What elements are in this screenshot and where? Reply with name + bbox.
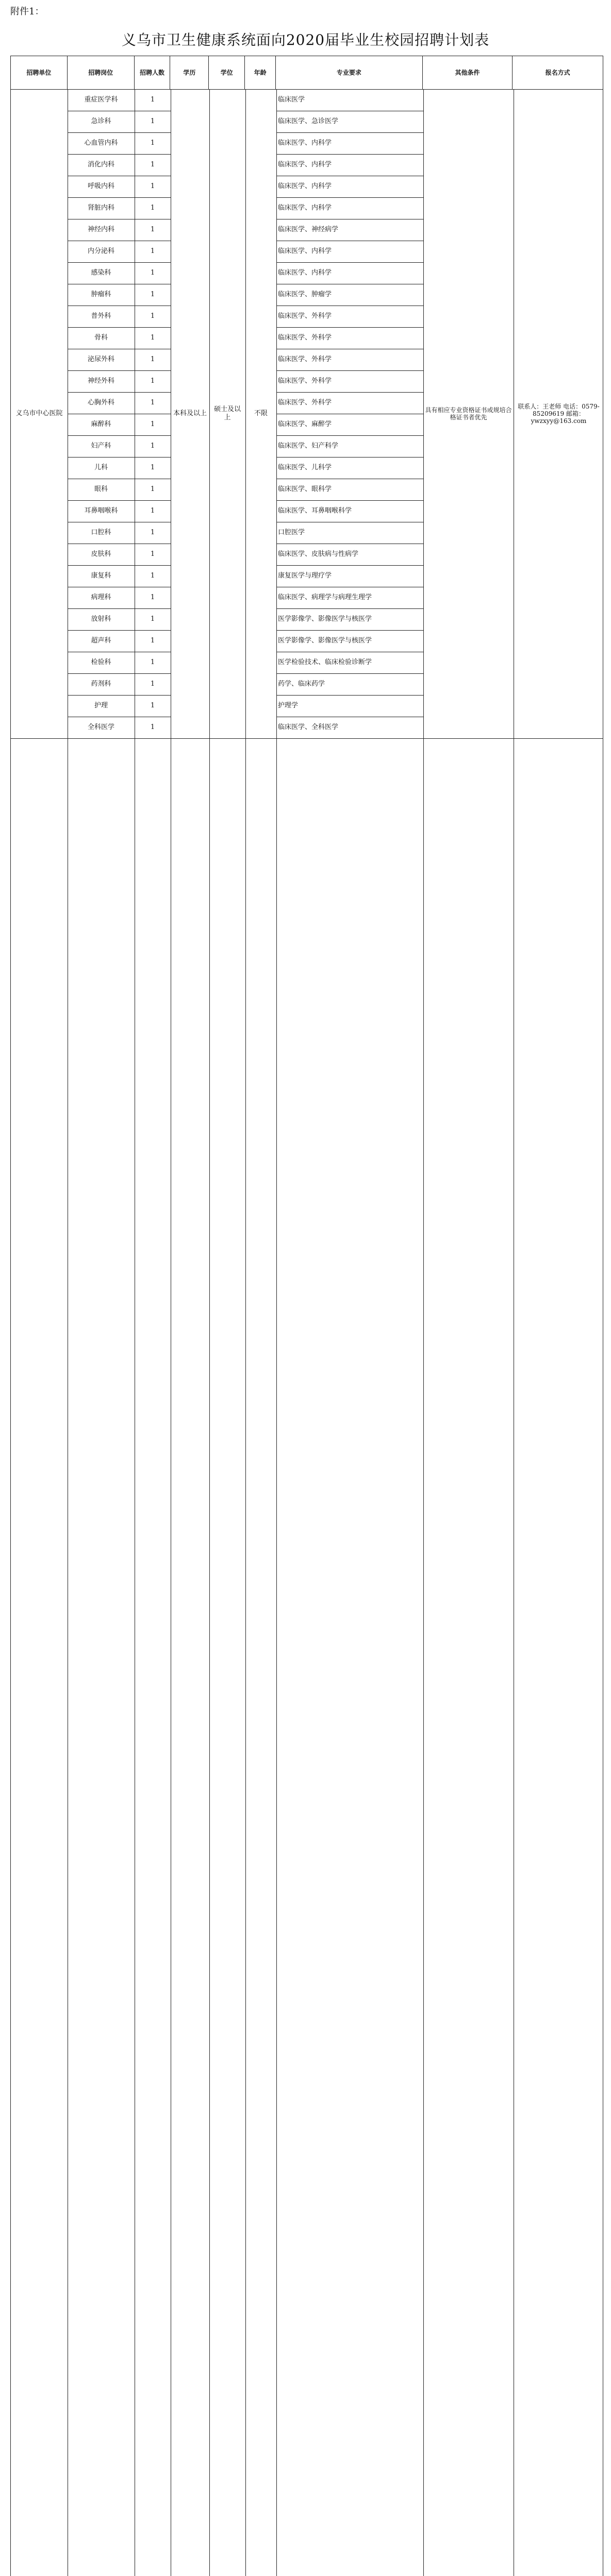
count-cell: 1 (150, 507, 155, 515)
row-divider (68, 392, 171, 393)
unit-cell: 义乌市中心医院 (15, 410, 63, 417)
position-cell: 肿瘤科 (91, 291, 111, 298)
position-cell: 消化内科 (87, 161, 114, 168)
header-count: 招聘人数 (135, 56, 171, 89)
row-divider (68, 630, 171, 631)
count-cell: 1 (150, 615, 155, 623)
header-degree: 学历 (170, 56, 209, 89)
row-divider (68, 565, 171, 566)
position-cell: 普外科 (91, 312, 111, 320)
position-cell: 神经内科 (87, 226, 114, 233)
row-divider (276, 197, 423, 198)
position-cell: 超声科 (91, 637, 111, 645)
position-cell: 泌尿外科 (87, 355, 114, 363)
count-cell: 1 (150, 269, 155, 277)
position-cell: 皮肤科 (91, 550, 111, 558)
position-cell: 耳鼻咽喉科 (84, 507, 118, 515)
row-divider (276, 262, 423, 263)
page-title: 义乌市卫生健康系统面向2020届毕业生校园招聘计划表 (121, 31, 490, 48)
position-cell: 放射科 (91, 615, 111, 623)
attachment-label: 附件1： (10, 6, 44, 17)
position-cell: 病理科 (91, 594, 111, 601)
major-cell: 临床医学、肿瘤学 (278, 291, 332, 298)
header-major: 专业要求 (276, 56, 423, 89)
count-cell: 1 (150, 182, 155, 190)
row-divider (68, 197, 171, 198)
major-cell: 临床医学、内科学 (278, 182, 332, 190)
header-other: 其他条件 (423, 56, 513, 89)
row-divider (68, 695, 171, 696)
row-divider (276, 500, 423, 501)
major-cell: 临床医学、外科学 (278, 334, 332, 342)
count-cell: 1 (150, 96, 155, 104)
count-cell: 1 (150, 464, 155, 471)
row-divider (68, 154, 171, 155)
position-cell: 儿科 (94, 464, 108, 471)
count-cell: 1 (150, 658, 155, 666)
position-cell: 麻醉科 (91, 420, 111, 428)
position-cell: 药剂科 (91, 680, 111, 688)
major-cell: 临床医学、神经病学 (278, 226, 339, 233)
position-cell: 骨科 (94, 334, 108, 342)
count-cell: 1 (150, 680, 155, 688)
count-cell: 1 (150, 117, 155, 125)
position-cell: 口腔科 (91, 529, 111, 536)
major-cell: 临床医学、全科医学 (278, 723, 339, 731)
row-divider (68, 673, 171, 674)
row-divider (68, 500, 171, 501)
header-position: 招聘岗位 (68, 56, 135, 89)
row-divider (68, 262, 171, 263)
row-divider (68, 132, 171, 133)
major-cell: 临床医学、麻醉学 (278, 420, 332, 428)
major-cell: 医学检验技术、临床检验诊断学 (278, 658, 372, 666)
major-cell: 医学影像学、影像医学与核医学 (278, 615, 372, 623)
major-cell: 临床医学、急诊医学 (278, 117, 339, 125)
count-cell: 1 (150, 312, 155, 320)
row-divider (276, 154, 423, 155)
row-divider (276, 435, 423, 436)
major-cell: 临床医学、外科学 (278, 355, 332, 363)
row-divider (276, 695, 423, 696)
contact-cell: 联系人：王老师 电话：0579-85209619 邮箱：ywzxyy@163.com (518, 403, 600, 425)
row-divider (68, 435, 171, 436)
major-cell: 临床医学、内科学 (278, 247, 332, 255)
count-cell: 1 (150, 291, 155, 298)
major-cell: 临床医学、眼科学 (278, 485, 332, 493)
row-divider (276, 673, 423, 674)
major-cell: 临床医学、病理学与病理生理学 (278, 594, 372, 601)
count-cell: 1 (150, 702, 155, 709)
other-cell: 具有相应专业资格证书或规培合格证书者优先 (425, 406, 512, 421)
header-grad: 学位 (209, 56, 245, 89)
major-cell: 临床医学 (278, 96, 305, 104)
position-cell: 神经外科 (87, 377, 114, 385)
position-cell: 康复科 (91, 572, 111, 580)
major-cell: 临床医学、外科学 (278, 377, 332, 385)
recruitment-table (10, 56, 603, 2576)
count-cell: 1 (150, 485, 155, 493)
major-cell: 临床医学、妇产科学 (278, 442, 339, 450)
count-cell: 1 (150, 204, 155, 212)
major-cell: 临床医学、内科学 (278, 269, 332, 277)
major-cell: 临床医学、皮肤病与性病学 (278, 550, 359, 558)
position-cell: 内分泌科 (87, 247, 114, 255)
degree-cell: 本科及以上 (173, 410, 207, 417)
count-cell: 1 (150, 226, 155, 233)
count-cell: 1 (150, 550, 155, 558)
position-cell: 护理 (94, 702, 108, 709)
age-cell: 不限 (254, 410, 268, 417)
major-cell: 临床医学、内科学 (278, 204, 332, 212)
count-cell: 1 (150, 139, 155, 147)
count-cell: 1 (150, 334, 155, 342)
count-cell: 1 (150, 572, 155, 580)
major-cell: 护理学 (278, 702, 299, 709)
table-header (11, 56, 603, 90)
header-unit: 招聘单位 (11, 56, 68, 89)
row-divider (276, 327, 423, 328)
position-cell: 肾脏内科 (87, 204, 114, 212)
major-cell: 康复医学与理疗学 (278, 572, 332, 580)
row-divider (68, 370, 171, 371)
count-cell: 1 (150, 420, 155, 428)
position-cell: 检验科 (91, 658, 111, 666)
count-cell: 1 (150, 594, 155, 601)
position-cell: 重症医学科 (84, 96, 118, 104)
row-divider (276, 608, 423, 609)
row-divider (68, 608, 171, 609)
row-divider (68, 327, 171, 328)
position-cell: 妇产科 (91, 442, 111, 450)
count-cell: 1 (150, 723, 155, 731)
row-divider (11, 738, 603, 739)
count-cell: 1 (150, 399, 155, 406)
count-cell: 1 (150, 247, 155, 255)
major-cell: 临床医学、儿科学 (278, 464, 332, 471)
position-cell: 感染科 (91, 269, 111, 277)
grad-cell: 硕士及以上 (213, 405, 241, 421)
count-cell: 1 (150, 161, 155, 168)
count-cell: 1 (150, 442, 155, 450)
major-cell: 临床医学、外科学 (278, 399, 332, 406)
position-cell: 全科医学 (87, 723, 114, 731)
major-cell: 临床医学、外科学 (278, 312, 332, 320)
major-cell: 口腔医学 (278, 529, 305, 536)
row-divider (276, 392, 423, 393)
major-cell: 临床医学、内科学 (278, 139, 332, 147)
position-cell: 心胸外科 (87, 399, 114, 406)
row-divider (276, 565, 423, 566)
position-cell: 急诊科 (91, 117, 111, 125)
header-age: 年龄 (245, 56, 276, 89)
row-divider (276, 630, 423, 631)
position-cell: 呼吸内科 (87, 182, 114, 190)
header-contact: 报名方式 (545, 69, 570, 76)
table-body (11, 89, 603, 2576)
count-cell: 1 (150, 637, 155, 645)
position-cell: 心血管内科 (84, 139, 118, 147)
count-cell: 1 (150, 529, 155, 536)
major-cell: 临床医学、耳鼻咽喉科学 (278, 507, 352, 515)
major-cell: 医学影像学、影像医学与核医学 (278, 637, 372, 645)
count-cell: 1 (150, 355, 155, 363)
count-cell: 1 (150, 377, 155, 385)
position-cell: 眼科 (94, 485, 108, 493)
row-divider (276, 370, 423, 371)
major-cell: 药学、临床药学 (278, 680, 325, 688)
major-cell: 临床医学、内科学 (278, 161, 332, 168)
row-divider (276, 132, 423, 133)
